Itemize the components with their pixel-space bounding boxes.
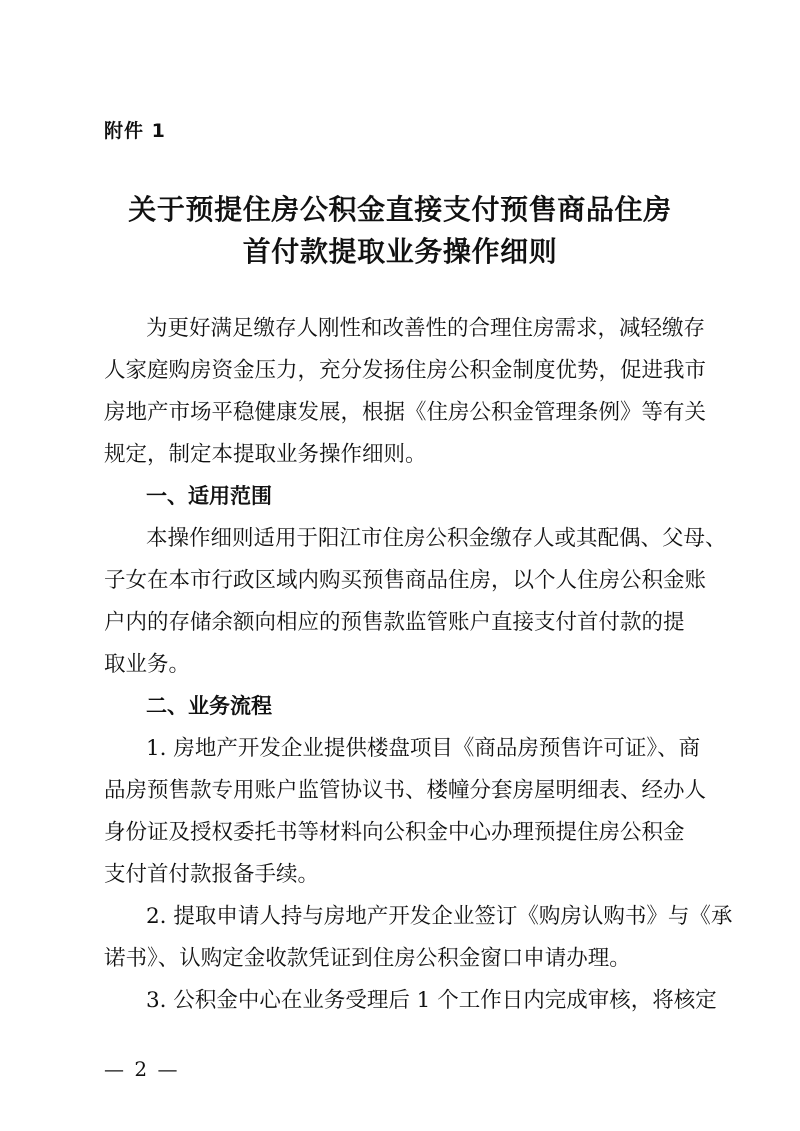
paragraph-line: 取业务。	[104, 652, 191, 677]
paragraph-line: 3. 公积金中心在业务受理后 1 个工作日内完成审核，将核定	[146, 988, 717, 1013]
paragraph-line: 子女在本市行政区域内购买预售商品住房，以个人住房公积金账	[104, 568, 707, 593]
paragraph-line: 诺书》、认购定金收款凭证到住房公积金窗口申请办理。	[104, 946, 631, 971]
page-number: — 2 —	[104, 1057, 180, 1081]
paragraph-line: 2. 提取申请人持与房地产开发企业签订《购房认购书》与《承	[146, 904, 733, 929]
paragraph-line: 人家庭购房资金压力，充分发扬住房公积金制度优势，促进我市	[104, 358, 707, 383]
paragraph-line: 1. 房地产开发企业提供楼盘项目《商品房预售许可证》、商	[146, 736, 701, 761]
section-heading: 一、适用范围	[146, 484, 272, 508]
attachment-label: 附件 1	[104, 120, 166, 142]
document-title-line-2: 首付款提取业务操作细则	[242, 235, 558, 268]
paragraph-line: 规定，制定本提取业务操作细则。	[104, 442, 427, 467]
paragraph-line: 为更好满足缴存人刚性和改善性的合理住房需求，减轻缴存	[146, 316, 706, 341]
paragraph-line: 户内的存储余额向相应的预售款监管账户直接支付首付款的提	[104, 610, 685, 635]
paragraph-line: 支付首付款报备手续。	[104, 862, 320, 887]
section-heading: 二、业务流程	[146, 694, 272, 718]
paragraph-line: 房地产市场平稳健康发展，根据《住房公积金管理条例》等有关	[104, 400, 707, 425]
paragraph-line: 品房预售款专用账户监管协议书、楼幢分套房屋明细表、经办人	[104, 778, 707, 803]
document-title-line-1: 关于预提住房公积金直接支付预售商品住房	[128, 193, 672, 226]
paragraph-line: 本操作细则适用于阳江市住房公积金缴存人或其配偶、父母、	[146, 526, 727, 551]
paragraph-line: 身份证及授权委托书等材料向公积金中心办理预提住房公积金	[104, 820, 685, 845]
